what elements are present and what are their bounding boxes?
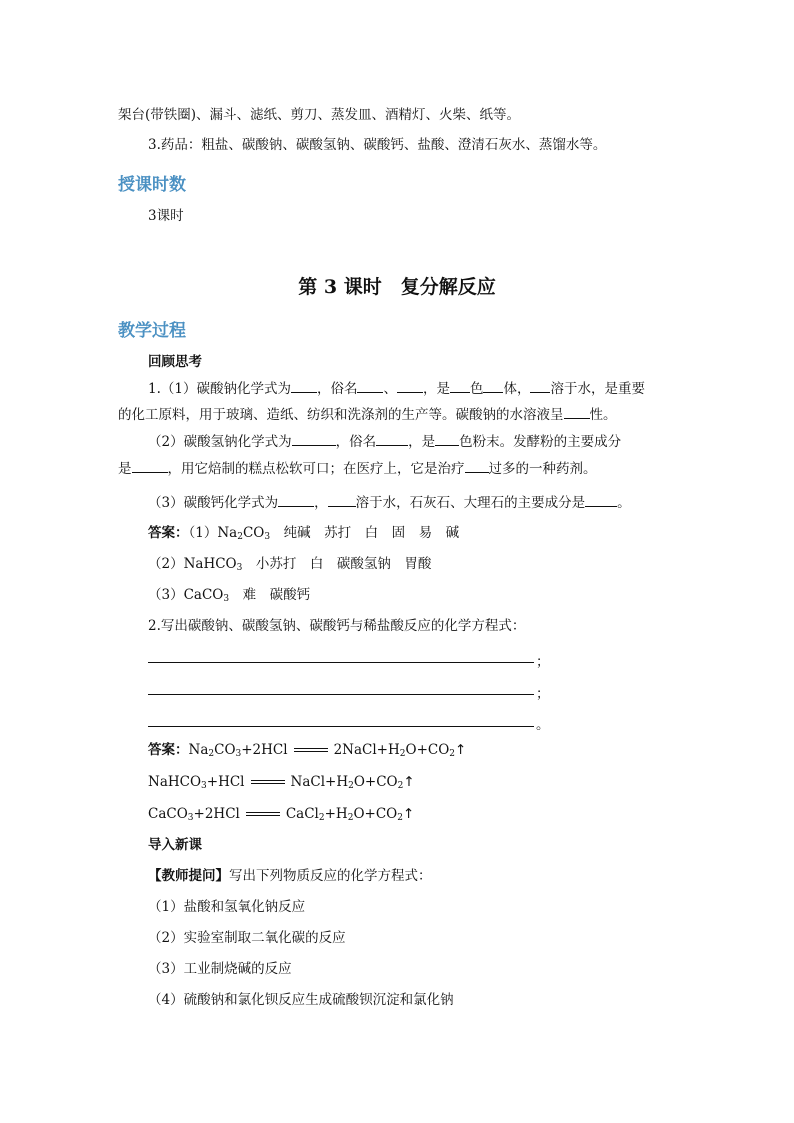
answer-line-1 (148, 662, 534, 663)
answer-line-3 (148, 726, 534, 727)
answer1-line-1: 答案：$(1)Na_2CO_3$ 纯碱 苏打 白 固 易 碱 (148, 525, 460, 542)
intro-item-2: （2）实验室制取二氧化碳的反应 (148, 930, 346, 946)
answer-line-1-punct: ； (536, 654, 550, 670)
intro-item-3: （3）工业制烧碱的反应 (148, 961, 292, 977)
equals-sign (246, 812, 280, 818)
teaching-hours-text: 3课时 (148, 208, 184, 224)
q1-line-5: （3）碳酸钙化学式为 ， 溶于水，石灰石、大理石的主要成分是 。 (148, 495, 631, 511)
answer-line-3-punct: 。 (536, 717, 550, 733)
intro-item-4: （4）硫酸钠和氯化钡反应生成硫酸钡沉淀和氯化钠 (148, 992, 454, 1008)
gas-arrow-icon: ↑ (403, 774, 415, 790)
intro-heading: 导入新课 (148, 837, 202, 853)
gas-arrow-icon: ↑ (402, 806, 415, 822)
q2-text: 2.写出碳酸钠、碳酸氢钠、碳酸钙与稀盐酸反应的化学方程式： (148, 618, 526, 634)
answer1-line-2: （2）NaHCO$_3$ 小苏打 白 碳酸氢钠 胃酸 (148, 556, 432, 573)
answer-line-2 (148, 694, 534, 695)
equals-sign (251, 780, 285, 786)
review-heading: 回顾思考 (148, 354, 202, 370)
q1-line-1: 1.（1）碳酸钠化学式为 ，俗名 、 ，是 色 体， 溶于水，是重要 (148, 381, 645, 397)
q1-line-4: 是 ，用它焙制的糕点松软可口；在医疗上，它是治疗 过多的一种药剂。 (118, 461, 597, 477)
answer-line-2-punct: ； (536, 686, 550, 702)
heading-teaching-hours: 授课时数 (118, 175, 186, 195)
answer2-eq-2: NaHCO$_3$+HCl $NaCl+H_2O+CO_2↑$ (148, 774, 415, 791)
teacher-question: 【教师提问】写出下列物质反应的化学方程式： (148, 868, 432, 884)
q1-line-2: 的化工原料，用于玻璃、造纸、纺织和洗涤剂的生产等。碳酸钠的水溶液呈 性。 (118, 407, 617, 423)
lesson-title: 第 3 课时 复分解反应 (298, 276, 496, 298)
gas-arrow-icon: ↑ (455, 742, 467, 758)
heading-teaching-process: 教学过程 (118, 321, 186, 341)
answer1-line-3: （3）CaCO$_3$ 难 碳酸钙 (148, 587, 311, 604)
equals-sign (294, 748, 328, 754)
intro-item-1: （1）盐酸和氢氧化钠反应 (148, 899, 306, 915)
materials-line-cont: 架台(带铁圈)、漏斗、滤纸、剪刀、蒸发皿、酒精灯、火柴、纸等。 (118, 107, 521, 123)
q1-line-3: （2）碳酸氢钠化学式为 ，俗名 ，是 色粉末。发酵粉的主要成分 (148, 434, 622, 450)
answer2-eq-3: CaCO$_3$+2HCl $CaCl_2+H_2O+CO_2↑$ (148, 806, 415, 823)
materials-chemicals: 3.药品：粗盐、碳酸钠、碳酸氢钠、碳酸钙、盐酸、澄清石灰水、蒸馏水等。 (148, 137, 607, 153)
answer2-eq-1: 答案：$Na_2CO_3+2HCl$ $2NaCl+H_2O+CO_2↑$ (148, 742, 467, 759)
